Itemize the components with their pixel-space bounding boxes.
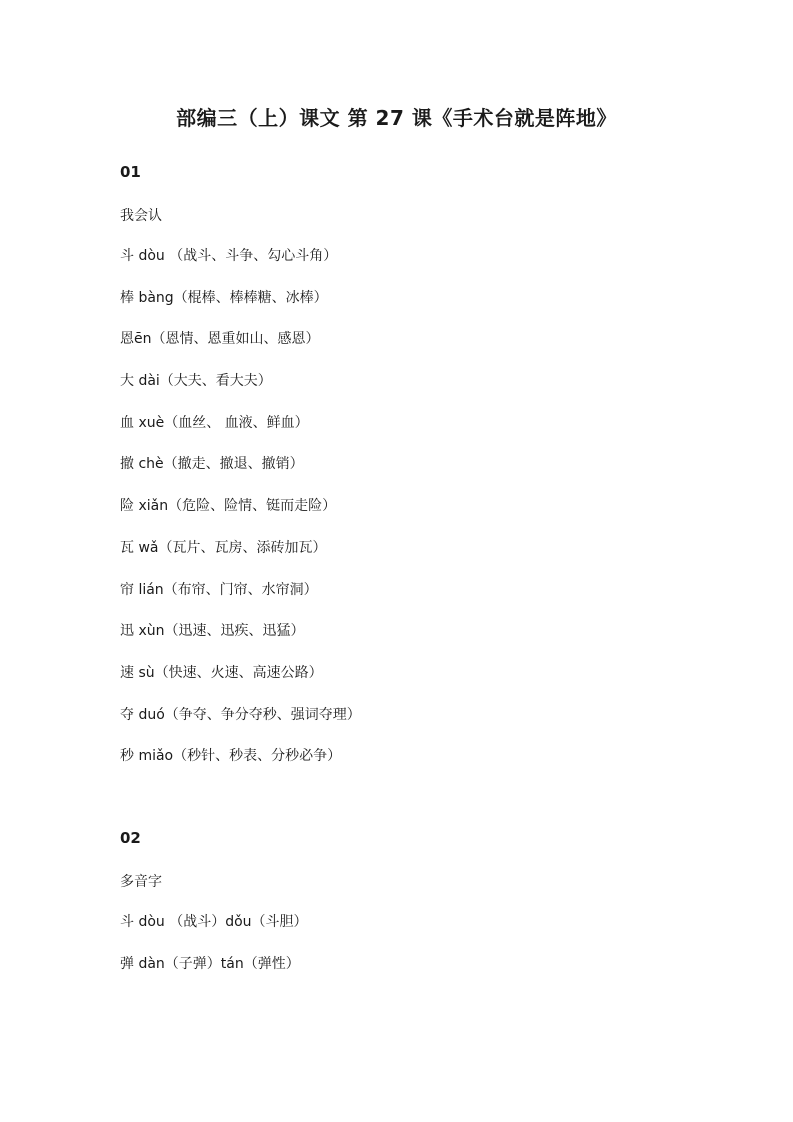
- list-item: 秒 miǎo（秒针、秒表、分秒必争）: [120, 748, 342, 765]
- section-heading: 我会认: [120, 208, 162, 224]
- list-item: 大 dài（大夫、看大夫）: [120, 373, 272, 390]
- list-item: 险 xiǎn（危险、险情、铤而走险）: [120, 498, 337, 515]
- list-item: 斗 dòu （战斗）dǒu（斗胆）: [120, 914, 308, 930]
- list-item: 斗 dòu （战斗、斗争、勾心斗角）: [120, 248, 338, 264]
- character-list: [120, 246, 361, 788]
- polyphone-list: [120, 912, 308, 995]
- list-item: 速 sù（快速、火速、高速公路）: [120, 664, 323, 681]
- list-item: 撤 chè（撤走、撤退、撤销）: [120, 456, 304, 473]
- list-item: 血 xuè（血丝、 血液、鲜血）: [120, 414, 309, 431]
- list-item: 弹 dàn（子弹）tán（弹性）: [120, 955, 300, 972]
- list-item: 帘 lián（布帘、门帘、水帘洞）: [120, 581, 318, 598]
- section-number: 02: [120, 829, 141, 847]
- section-number: 01: [120, 163, 141, 181]
- list-item: 迅 xùn（迅速、迅疾、迅猛）: [120, 623, 305, 640]
- section-heading: 多音字: [120, 874, 162, 890]
- list-item: 棒 bàng（棍棒、棒棒糖、冰棒）: [120, 289, 328, 306]
- list-item: 瓦 wǎ（瓦片、瓦房、添砖加瓦）: [120, 539, 327, 556]
- page-title: 部编三（上）课文 第 27 课《手术台就是阵地》: [176, 106, 617, 130]
- list-item: 恩ēn（恩情、恩重如山、感恩）: [120, 331, 320, 348]
- list-item: 夺 duó（争夺、争分夺秒、强词夺理）: [120, 706, 361, 723]
